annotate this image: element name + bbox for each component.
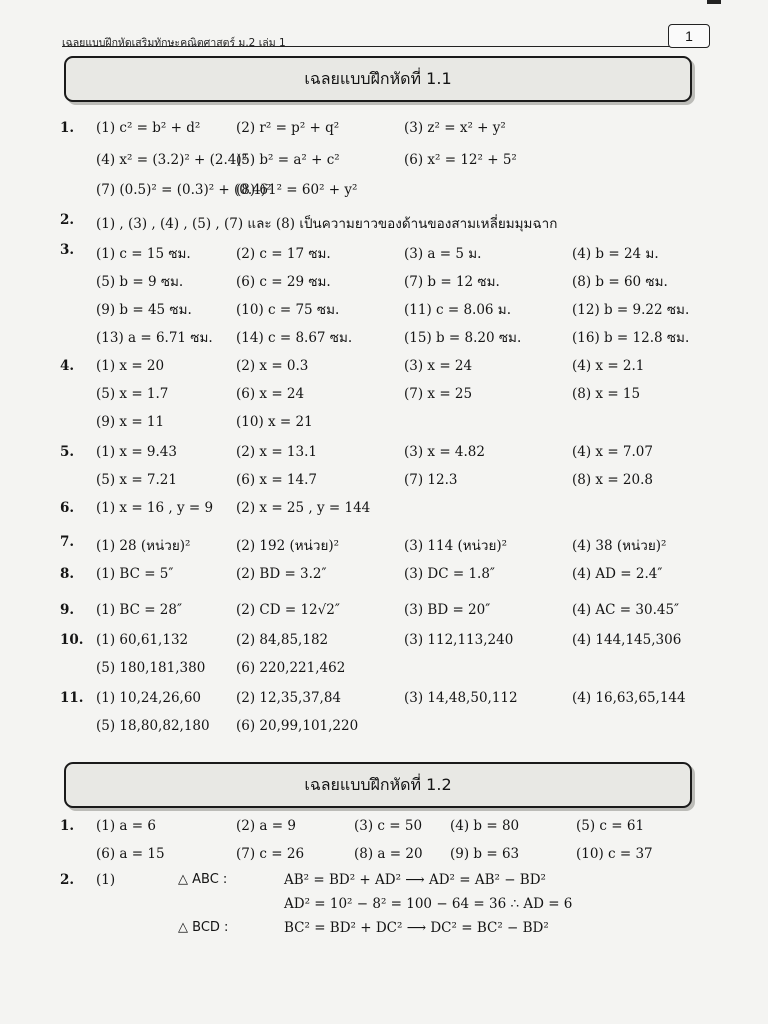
answer-row [60, 534, 748, 556]
answer-row [60, 326, 748, 348]
page-number: 1 [668, 24, 710, 48]
answer-cell: (9) x = 11 [96, 414, 165, 430]
answer-cell: (5) x = 1.7 [96, 386, 169, 402]
problem-number: 1. [60, 818, 75, 834]
answer-cell: (13) a = 6.71 ซม. [96, 330, 213, 346]
answer-cell: (8) b = 60 ซม. [572, 274, 668, 290]
answer-row [60, 386, 748, 408]
problem-number: 6. [60, 500, 75, 516]
answer-cell: (7) x = 25 [404, 386, 473, 402]
answer-row [60, 846, 748, 868]
answer-cell: (5) 180,181,380 [96, 660, 206, 676]
answer-cell: (1) x = 16 , y = 9 [96, 500, 214, 516]
answer-cell: (3) x = 4.82 [404, 444, 485, 460]
problem-number: 3. [60, 242, 75, 258]
answer-cell: (5) b² = a² + c² [236, 152, 340, 168]
answer-row [60, 270, 748, 292]
answer-row [60, 444, 748, 466]
answer-cell: (4) x² = (3.2)² + (2.4)² [96, 152, 248, 168]
answer-cell: (2) c = 17 ซม. [236, 246, 331, 262]
answer-cell: (5) 18,80,82,180 [96, 718, 210, 734]
answer-cell: (5) x = 7.21 [96, 472, 177, 488]
answer-row [60, 566, 748, 588]
problem-number: 11. [60, 690, 84, 706]
answer-cell: (9) b = 63 [450, 846, 520, 862]
answer-cell: (6) x = 14.7 [236, 472, 317, 488]
answer-cell: (5) c = 61 [576, 818, 645, 834]
answer-cell: (3) c = 50 [354, 818, 423, 834]
answer-cell: (1) BC = 5″ [96, 566, 174, 582]
triangle-abc-label: △ ABC : [178, 872, 228, 887]
answer-cell: (1) 60,61,132 [96, 632, 189, 648]
answer-cell: (7) c = 26 [236, 846, 305, 862]
answer-cell: (6) x = 24 [236, 386, 305, 402]
answer-cell: (5) b = 9 ซม. [96, 274, 184, 290]
page-corner-mark [707, 0, 721, 4]
problem-number: 7. [60, 534, 75, 550]
answer-cell: (6) x² = 12² + 5² [404, 152, 517, 168]
answer-cell: (1) BC = 28″ [96, 602, 183, 618]
answer-cell: (4) 16,63,65,144 [572, 690, 686, 706]
answer-cell: (14) c = 8.67 ซม. [236, 330, 353, 346]
answer-row [60, 690, 748, 712]
answer-cell: (3) a = 5 ม. [404, 246, 482, 262]
answer-cell: (10) x = 21 [236, 414, 313, 430]
answer-cell: (1) c² = b² + d² [96, 120, 201, 136]
answer-row [60, 120, 748, 142]
answer-cell: (8) a = 20 [354, 846, 423, 862]
answer-cell: (3) 112,113,240 [404, 632, 514, 648]
answer-cell: (6) 20,99,101,220 [236, 718, 359, 734]
answer-row [60, 182, 748, 204]
answer-row [60, 632, 748, 654]
problem-number: 8. [60, 566, 75, 582]
answer-cell: (4) AD = 2.4″ [572, 566, 663, 582]
answer-row [60, 212, 748, 234]
answer-cell: (1) x = 20 [96, 358, 165, 374]
part-label: (1) [96, 872, 116, 888]
running-header: เฉลยแบบฝึกหัดเสริมทักษะคณิตศาสตร์ ม.2 เล่ม 1 [62, 37, 286, 49]
answer-cell: (2) CD = 12√2″ [236, 602, 340, 618]
section-2-title: เฉลยแบบฝึกหัดที่ 1.2 [64, 762, 692, 808]
answer-cell: (2) x = 13.1 [236, 444, 317, 460]
equation-line: AB² = BD² + AD² ⟶ AD² = AB² − BD² [284, 872, 546, 888]
answer-cell: (8) x = 20.8 [572, 472, 653, 488]
answer-cell: (2) BD = 3.2″ [236, 566, 327, 582]
equation-line: BC² = BD² + DC² ⟶ DC² = BC² − BD² [284, 920, 549, 936]
problem-number: 4. [60, 358, 75, 374]
answer-row [60, 152, 748, 174]
answer-row [60, 602, 748, 624]
answer-cell: (7) (0.5)² = (0.3)² + (0.4)² [96, 182, 272, 198]
answer-cell: (8) x = 15 [572, 386, 641, 402]
answer-cell: (2) a = 9 [236, 818, 296, 834]
answer-cell: (2) x = 0.3 [236, 358, 309, 374]
equation-line: AD² = 10² − 8² = 100 − 64 = 36 ∴ AD = 6 [284, 896, 573, 912]
answer-cell: (3) z² = x² + y² [404, 120, 506, 136]
answer-row [60, 818, 748, 840]
answer-row [60, 660, 748, 682]
answer-cell: (1) x = 9.43 [96, 444, 177, 460]
answer-cell: (2) x = 25 , y = 144 [236, 500, 371, 516]
answer-cell: (4) 38 (หน่วย)² [572, 538, 667, 554]
answer-cell: (2) r² = p² + q² [236, 120, 340, 136]
header-rule [62, 46, 708, 47]
answer-cell: (3) DC = 1.8″ [404, 566, 495, 582]
answer-row [60, 414, 748, 436]
answer-cell: (12) b = 9.22 ซม. [572, 302, 690, 318]
answer-cell: (15) b = 8.20 ซม. [404, 330, 522, 346]
answer-cell: (1) 10,24,26,60 [96, 690, 202, 706]
answer-cell: (7) b = 12 ซม. [404, 274, 500, 290]
problem-number: 1. [60, 120, 75, 136]
answer-row [60, 358, 748, 380]
answer-text: (1) , (3) , (4) , (5) , (7) และ (8) เป็นความยาวของด้านของสามเหลี่ยมมุมฉาก [96, 216, 558, 232]
answer-cell: (4) AC = 30.45″ [572, 602, 680, 618]
answer-cell: (7) 12.3 [404, 472, 458, 488]
section-1-title: เฉลยแบบฝึกหัดที่ 1.1 [64, 56, 692, 102]
answer-cell: (3) 14,48,50,112 [404, 690, 518, 706]
answer-cell: (8) 61² = 60² + y² [236, 182, 358, 198]
answer-cell: (1) c = 15 ซม. [96, 246, 191, 262]
answer-cell: (9) b = 45 ซม. [96, 302, 192, 318]
answer-cell: (10) c = 37 [576, 846, 653, 862]
answer-cell: (2) 84,85,182 [236, 632, 329, 648]
answer-cell: (6) 220,221,462 [236, 660, 346, 676]
answer-cell: (4) x = 7.07 [572, 444, 653, 460]
answer-cell: (3) BD = 20″ [404, 602, 491, 618]
answer-cell: (1) 28 (หน่วย)² [96, 538, 191, 554]
problem-number: 9. [60, 602, 75, 618]
problem-number: 2. [60, 872, 75, 888]
answer-cell: (3) 114 (หน่วย)² [404, 538, 508, 554]
answer-row [60, 298, 748, 320]
answer-cell: (11) c = 8.06 ม. [404, 302, 511, 318]
answer-cell: (6) a = 15 [96, 846, 165, 862]
answer-cell: (4) 144,145,306 [572, 632, 682, 648]
answer-row [60, 718, 748, 740]
answer-cell: (16) b = 12.8 ซม. [572, 330, 690, 346]
answer-cell: (1) a = 6 [96, 818, 156, 834]
answer-cell: (2) 192 (หน่วย)² [236, 538, 340, 554]
answer-cell: (4) b = 80 [450, 818, 520, 834]
answer-cell: (2) 12,35,37,84 [236, 690, 342, 706]
answer-row [60, 472, 748, 494]
answer-row [60, 242, 748, 264]
problem-number: 10. [60, 632, 84, 648]
answer-cell: (10) c = 75 ซม. [236, 302, 340, 318]
answer-cell: (3) x = 24 [404, 358, 473, 374]
triangle-bcd-label: △ BCD : [178, 920, 229, 935]
problem-number: 2. [60, 212, 75, 228]
problem-number: 5. [60, 444, 75, 460]
answer-cell: (4) x = 2.1 [572, 358, 645, 374]
answer-row [60, 500, 748, 522]
answer-cell: (4) b = 24 ม. [572, 246, 659, 262]
answer-cell: (6) c = 29 ซม. [236, 274, 331, 290]
